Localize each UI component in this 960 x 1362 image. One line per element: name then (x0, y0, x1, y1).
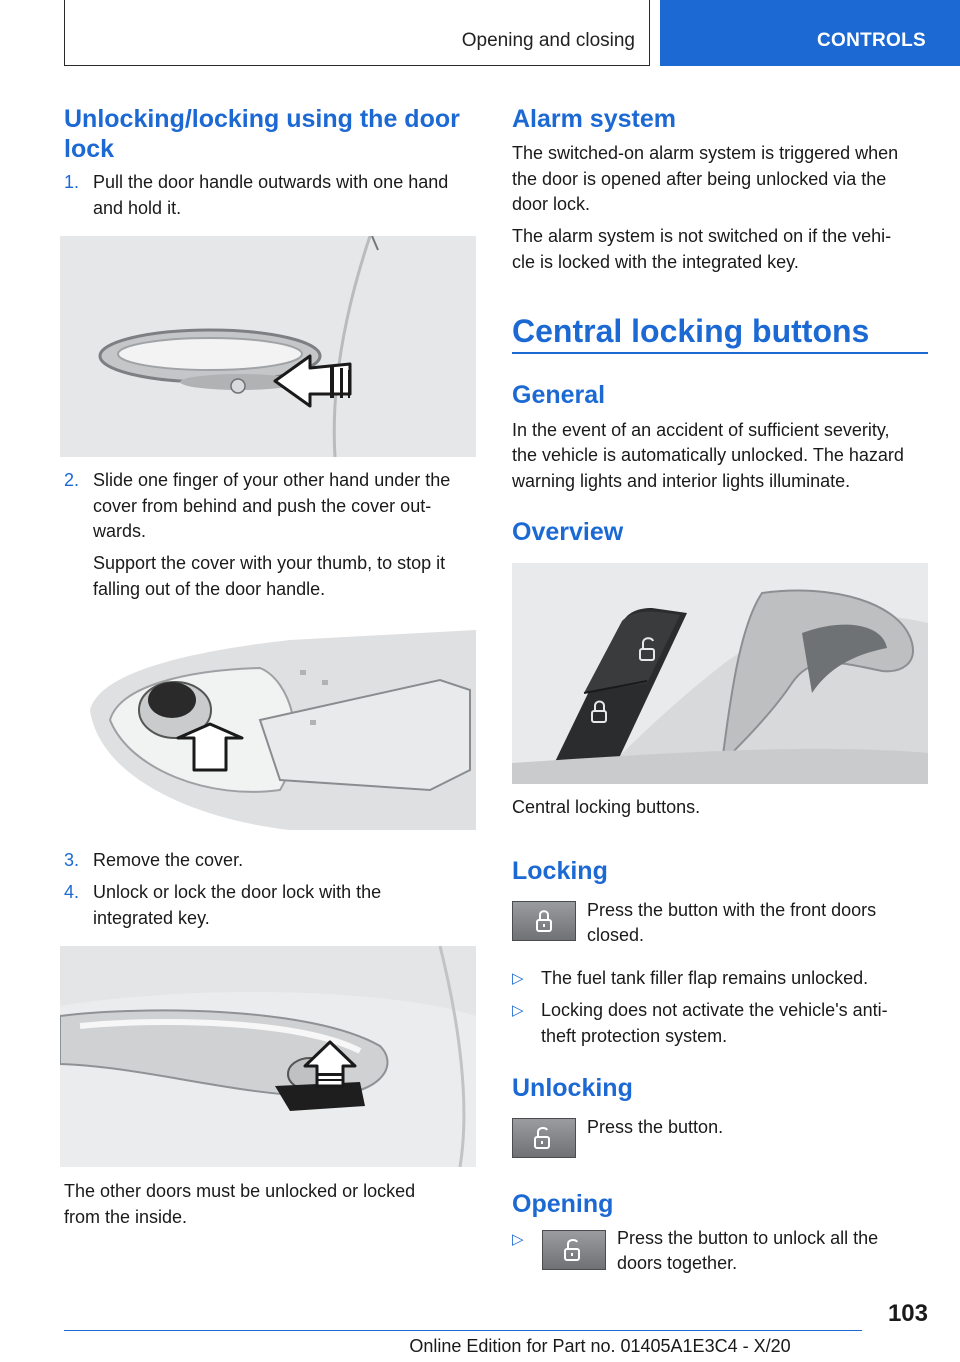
step-3-line1: Remove the cover. (93, 850, 244, 870)
bullet-icon: ▷ (512, 970, 524, 987)
locking-text-line1: Press the button with the front doors (587, 900, 877, 920)
lock-button-image (512, 901, 576, 941)
lock-icon (513, 902, 575, 940)
alarm-p2-line2: cle is locked with the integrated key. (512, 252, 799, 272)
locking-bullet-2-line2: theft protection system. (541, 1026, 728, 1046)
alarm-p1-line3: door lock. (512, 194, 591, 214)
closing-line2: from the inside. (64, 1207, 188, 1227)
locking-bullet-2-line1: Locking does not activate the vehicle's anti‐ (541, 1000, 888, 1020)
heading-door-lock-line2: lock (64, 135, 115, 163)
alarm-p1-line1: The switched-on alarm system is triggered when (512, 143, 899, 163)
step-2-number: 2. (64, 470, 80, 490)
header-section-box (64, 0, 650, 66)
alarm-p2-line1: The alarm system is not switched on if the vehi‐ (512, 226, 892, 246)
heading-central-locking-buttons: Central locking buttons (512, 313, 870, 349)
overview-caption: Central locking buttons. (512, 797, 701, 817)
handle-cover-illustration (60, 630, 476, 830)
opening-text-line2: doors together. (617, 1253, 738, 1273)
unlock-icon (543, 1231, 605, 1269)
open-all-button-image (542, 1230, 606, 1270)
header-chapter-title: CONTROLS (816, 30, 926, 51)
heading-door-lock-line1: Unlocking/locking using the door (64, 105, 460, 133)
step-2-extra-line2: falling out of the door handle. (93, 579, 326, 599)
general-line3: warning lights and interior lights illuminate. (512, 471, 851, 491)
heading-alarm-system: Alarm system (512, 105, 676, 133)
unlocking-text: Press the button. (587, 1117, 724, 1137)
step-1-number: 1. (64, 172, 80, 192)
footer-edition-text: Online Edition for Part no. 01405A1E3C4 - X/20 (409, 1336, 791, 1356)
step-1-line2: and hold it. (93, 198, 182, 218)
unlock-button-image (512, 1118, 576, 1158)
heading-general: General (512, 381, 606, 409)
door-handle-illustration (60, 236, 476, 457)
bullet-icon: ▷ (512, 1002, 524, 1019)
key-in-lock-illustration (60, 946, 476, 1167)
step-2-line2: cover from behind and push the cover out‐ (93, 496, 432, 516)
locking-bullet-1: The fuel tank filler flap remains unlocked. (541, 968, 869, 988)
step-3-number: 3. (64, 850, 80, 870)
step-2-extra-line1: Support the cover with your thumb, to stop it (93, 553, 446, 573)
heading-locking: Locking (512, 857, 608, 885)
step-1-line1: Pull the door handle outwards with one hand (93, 172, 449, 192)
locking-text-line2: closed. (587, 925, 645, 945)
step-4-line1: Unlock or lock the door lock with the (93, 882, 382, 902)
footer-edition (0, 1336, 960, 1357)
header-chapter-tab (660, 0, 960, 66)
heading-unlocking: Unlocking (512, 1074, 633, 1102)
central-heading-rule (512, 352, 928, 354)
header-section-title: Opening and closing (461, 30, 635, 51)
opening-text-line1: Press the button to unlock all the (617, 1228, 879, 1248)
general-line2: the vehicle is automatically unlocked. The hazard (512, 445, 904, 465)
page-number: 103 (887, 1300, 928, 1327)
unlock-icon (513, 1119, 575, 1157)
heading-overview: Overview (512, 518, 624, 546)
step-4-number: 4. (64, 882, 80, 902)
central-locking-buttons-illustration (512, 563, 928, 784)
alarm-p1-line2: the door is opened after being unlocked via the (512, 169, 887, 189)
general-line1: In the event of an accident of sufficient severity, (512, 420, 890, 440)
step-2-line1: Slide one finger of your other hand under the (93, 470, 451, 490)
closing-line1: The other doors must be unlocked or locked (64, 1181, 416, 1201)
bullet-icon: ▷ (512, 1231, 524, 1248)
step-2-line3: wards. (93, 521, 147, 541)
footer-rule (64, 1330, 862, 1331)
heading-opening: Opening (512, 1190, 614, 1218)
step-4-line2: integrated key. (93, 908, 210, 928)
